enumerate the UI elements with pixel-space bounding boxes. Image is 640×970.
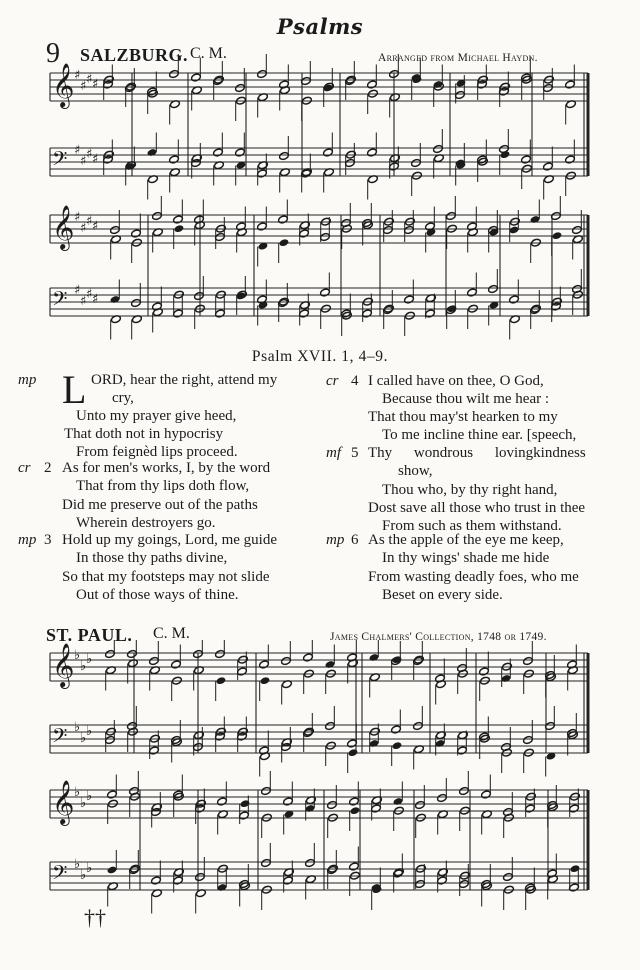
sharp-sign: ♯ — [74, 210, 81, 225]
note-head — [551, 212, 562, 221]
note-head — [523, 657, 534, 666]
note-head — [543, 162, 554, 171]
flat-sign: ♭ — [86, 789, 93, 804]
bass-clef: 𝄢 — [52, 861, 68, 889]
flat-sign: ♭ — [86, 724, 93, 739]
note-head — [171, 660, 182, 669]
note-head — [349, 797, 360, 806]
note-head — [110, 226, 121, 235]
stanza-line: From feignèd lips proceed. — [76, 444, 238, 460]
note-head — [348, 748, 359, 757]
note-head — [523, 736, 534, 745]
bass-clef: 𝄢 — [52, 287, 68, 315]
note-head — [367, 80, 378, 89]
note-head — [446, 212, 457, 221]
stanza-number: 3 — [44, 532, 52, 548]
note-head — [299, 229, 310, 238]
flat-sign: ♭ — [80, 731, 87, 746]
stanza-line: Did me preserve out of the paths — [62, 497, 258, 513]
note-head — [257, 169, 268, 178]
stanza-line: Hold up my goings, Lord, me guide — [62, 532, 277, 548]
page-header: Psalms — [276, 14, 364, 39]
note-head — [261, 787, 272, 796]
stanza-line: From such as them withstand. — [382, 518, 562, 534]
stanza-line: ORD, hear the right, attend my — [91, 372, 278, 388]
dynamic-mark: cr — [18, 460, 31, 476]
note-head — [278, 215, 289, 224]
note-head — [415, 880, 426, 889]
stanza-line: In those thy paths divine, — [76, 550, 228, 566]
note-head — [362, 309, 373, 318]
stanza-number: 5 — [351, 445, 359, 461]
dynamic-mark: mf — [326, 445, 341, 461]
bass-clef: 𝄢 — [52, 147, 68, 175]
stanza-line: So that my footsteps may not slide — [62, 569, 270, 585]
note-head — [107, 790, 118, 799]
staff — [50, 73, 588, 101]
note-head — [393, 797, 404, 806]
flat-sign: ♭ — [86, 652, 93, 667]
note-head — [569, 804, 580, 813]
note-head — [350, 806, 361, 815]
note-head — [194, 292, 205, 301]
note-head — [467, 288, 478, 297]
stanza-number: 2 — [44, 460, 52, 476]
note-head — [195, 873, 206, 882]
note-head — [565, 80, 576, 89]
stanza-line: Dost save all those who trust in thee — [368, 500, 586, 516]
stanza-line: Thou who, by thy right hand, — [382, 482, 558, 498]
note-head — [281, 657, 292, 666]
stanza-line: In thy wings' shade me hide — [382, 550, 550, 566]
stanza-line: Because thou wilt me hear : — [382, 391, 550, 407]
footer-mark: †† — [84, 905, 106, 930]
note-head — [404, 295, 415, 304]
treble-clef: 𝄞 — [52, 780, 75, 824]
meter-label: C. M. — [153, 625, 190, 642]
note-head — [174, 224, 185, 233]
note-head — [173, 215, 184, 224]
note-head — [521, 155, 532, 164]
note-head — [455, 91, 466, 100]
note-head — [279, 238, 290, 247]
note-head — [215, 233, 226, 242]
note-head — [320, 288, 331, 297]
note-head — [169, 155, 180, 164]
note-head — [543, 84, 554, 93]
sharp-sign: ♯ — [74, 68, 81, 83]
note-head — [565, 155, 576, 164]
flat-sign: ♭ — [80, 868, 87, 883]
stanza-line: To me incline thine ear. [speech, — [382, 427, 577, 443]
dynamic-mark: cr — [326, 373, 339, 389]
note-head — [105, 650, 116, 659]
note-head — [152, 212, 163, 221]
flat-sign: ♭ — [74, 785, 81, 800]
treble-clef: 𝄞 — [52, 63, 75, 107]
note-head — [131, 229, 142, 238]
music-score-st-paul — [0, 640, 640, 920]
sharp-sign: ♯ — [80, 294, 87, 309]
note-head — [107, 866, 118, 875]
note-head — [435, 739, 446, 748]
note-head — [235, 148, 246, 157]
note-head — [283, 876, 294, 885]
note-head — [481, 790, 492, 799]
meter-label: C. M. — [190, 45, 227, 62]
stanza-line: cry, — [112, 390, 134, 406]
note-head — [433, 145, 444, 154]
dynamic-mark: mp — [18, 532, 37, 548]
sharp-sign: ♯ — [92, 219, 99, 234]
note-head — [371, 804, 382, 813]
sharp-sign: ♯ — [74, 143, 81, 158]
dynamic-mark: mp — [18, 372, 37, 388]
flat-sign: ♭ — [74, 720, 81, 735]
stanza-line: From wasting deadly foes, who me — [368, 569, 579, 585]
note-head — [215, 309, 226, 318]
composer-credit: Arranged from Michael Haydn. — [378, 52, 538, 64]
stanza-line: Out of those ways of thine. — [76, 587, 239, 603]
sharp-sign: ♯ — [86, 287, 93, 302]
treble-clef: 𝄞 — [52, 205, 75, 249]
note-head — [530, 215, 541, 224]
note-head — [459, 880, 470, 889]
note-head — [503, 873, 514, 882]
note-head — [127, 650, 138, 659]
note-head — [325, 722, 336, 731]
note-head — [237, 667, 248, 676]
note-head — [217, 797, 228, 806]
note-head — [110, 295, 121, 304]
music-score-salzburg — [0, 0, 640, 340]
note-head — [299, 309, 310, 318]
note-head — [323, 148, 334, 157]
note-head — [279, 152, 290, 161]
note-head — [191, 73, 202, 82]
note-head — [149, 657, 160, 666]
stanza-line: show, — [398, 463, 433, 479]
sharp-sign: ♯ — [92, 292, 99, 307]
stanza-line: As for men's works, I, by the word — [62, 460, 271, 476]
stanza-line: As the apple of the eye me keep, — [368, 532, 564, 548]
note-head — [525, 804, 536, 813]
stanza-line: I called have on thee, O God, — [368, 373, 544, 389]
staff — [50, 288, 588, 316]
stanza-number: 6 — [351, 532, 359, 548]
note-head — [479, 667, 490, 676]
note-head — [459, 787, 470, 796]
note-head — [413, 722, 424, 731]
flat-sign: ♭ — [74, 648, 81, 663]
stanza-line: That from thy lips doth flow, — [76, 478, 250, 494]
note-head — [213, 148, 224, 157]
note-head — [325, 660, 336, 669]
stanza-line: That doth not in hypocrisy — [64, 426, 224, 442]
note-head — [349, 862, 360, 871]
flat-sign: ♭ — [74, 857, 81, 872]
sharp-sign: ♯ — [92, 77, 99, 92]
note-head — [345, 159, 356, 168]
note-head — [391, 725, 402, 734]
note-head — [509, 226, 520, 235]
hymn-number: 9 — [46, 38, 60, 69]
dynamic-mark: mp — [326, 532, 345, 548]
note-head — [437, 876, 448, 885]
note-head — [305, 804, 316, 813]
note-head — [235, 84, 246, 93]
note-head — [320, 233, 331, 242]
psalm-heading: Psalm XVII. 1, 4–9. — [251, 348, 389, 365]
flat-sign: ♭ — [80, 659, 87, 674]
note-head — [217, 883, 228, 892]
note-head — [425, 309, 436, 318]
note-head — [151, 876, 162, 885]
note-head — [501, 674, 512, 683]
note-head — [147, 148, 158, 157]
sharp-sign: ♯ — [80, 221, 87, 236]
note-head — [327, 801, 338, 810]
drop-cap: L — [62, 367, 87, 412]
note-head — [173, 309, 184, 318]
note-head — [437, 794, 448, 803]
note-head — [367, 148, 378, 157]
sharp-sign: ♯ — [92, 152, 99, 167]
sharp-sign: ♯ — [80, 79, 87, 94]
note-head — [457, 746, 468, 755]
stanza-number: 4 — [351, 373, 359, 389]
note-head — [216, 676, 227, 685]
note-head — [257, 70, 268, 79]
note-head — [404, 226, 415, 235]
note-head — [173, 876, 184, 885]
note-head — [131, 299, 142, 308]
note-head — [257, 222, 268, 231]
note-head — [488, 285, 499, 294]
note-head — [283, 797, 294, 806]
staff — [50, 215, 588, 243]
note-head — [149, 746, 160, 755]
flat-sign: ♭ — [80, 796, 87, 811]
note-head — [552, 231, 563, 240]
note-head — [383, 226, 394, 235]
stanza-line: Unto my prayer give heed, — [76, 408, 237, 424]
stanza-line: Thy wondrous lovingkindness — [368, 445, 586, 461]
note-head — [509, 295, 520, 304]
note-head — [215, 650, 226, 659]
note-head — [415, 801, 426, 810]
stanza-line: That thou may'st hearken to my — [368, 409, 558, 425]
note-head — [369, 739, 380, 748]
treble-clef: 𝄞 — [52, 643, 75, 687]
bass-clef: 𝄢 — [52, 724, 68, 752]
sharp-sign: ♯ — [86, 147, 93, 162]
tune-name-salzburg: SALZBURG. — [80, 45, 189, 65]
sharp-sign: ♯ — [86, 72, 93, 87]
note-head — [569, 883, 580, 892]
note-head — [239, 811, 250, 820]
staff — [50, 862, 588, 890]
stanza-line: Wherein destroyers go. — [76, 515, 216, 531]
note-head — [259, 660, 270, 669]
sharp-sign: ♯ — [80, 154, 87, 169]
note-head — [260, 676, 271, 685]
note-head — [303, 653, 314, 662]
note-head — [305, 859, 316, 868]
note-head — [411, 159, 422, 168]
note-head — [261, 859, 272, 868]
note-head — [369, 653, 380, 662]
note-head — [105, 736, 116, 745]
sharp-sign: ♯ — [74, 283, 81, 298]
note-head — [169, 70, 180, 79]
flat-sign: ♭ — [86, 861, 93, 876]
note-head — [392, 741, 403, 750]
source-credit: James Chalmers' Collection, 1748 or 1749. — [330, 631, 547, 643]
note-head — [572, 226, 583, 235]
sharp-sign: ♯ — [86, 214, 93, 229]
tune-name-st-paul: ST. PAUL. — [46, 625, 133, 645]
stanza-line: Beset on every side. — [382, 587, 503, 603]
